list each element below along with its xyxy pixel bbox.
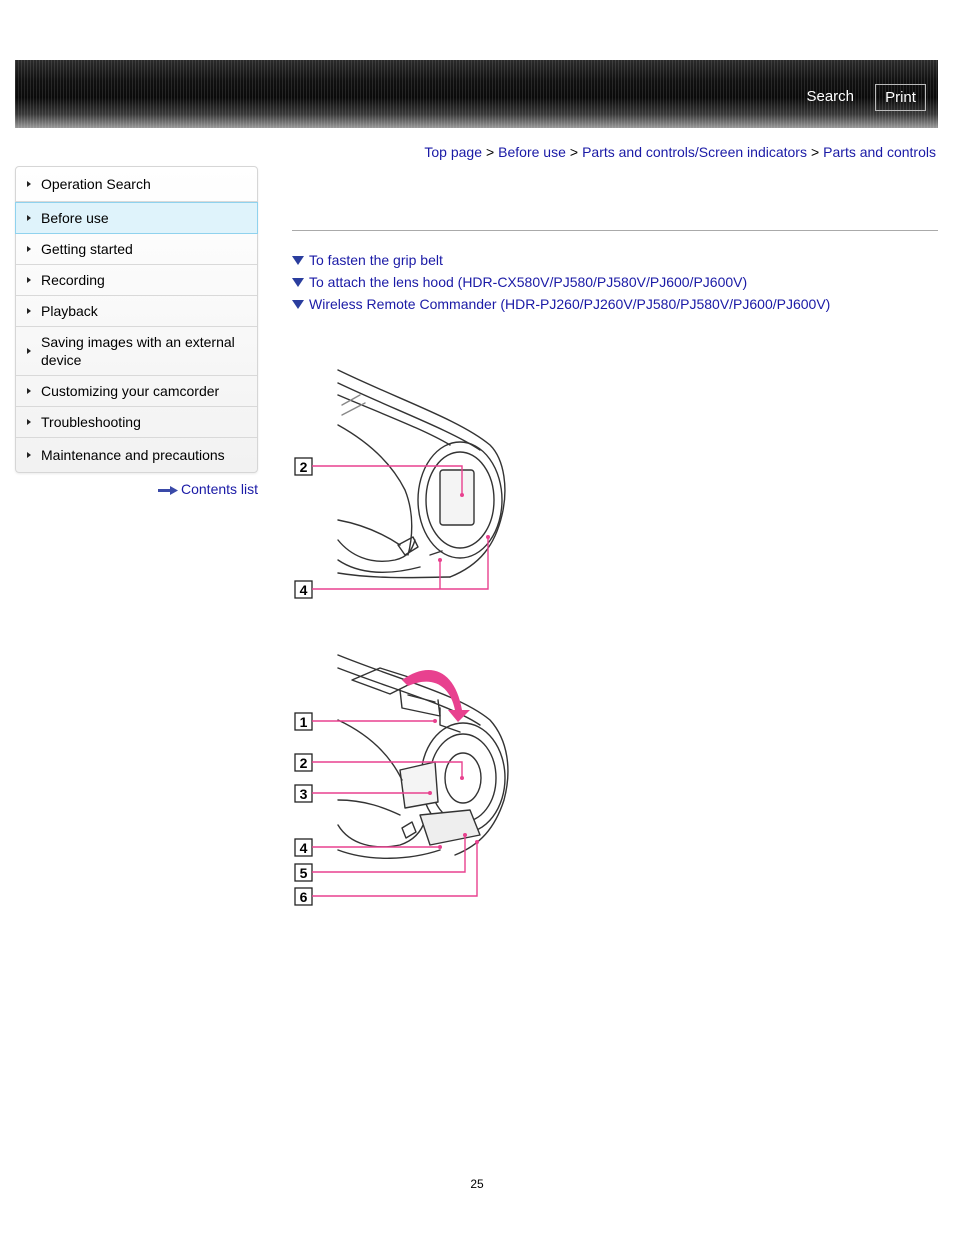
anchor-label: Wireless Remote Commander (HDR-PJ260/PJ260V/PJ580/PJ580V/PJ600/PJ600V) xyxy=(309,296,831,312)
breadcrumb-separator: > xyxy=(810,144,820,160)
sidebar-item-saving-images[interactable] xyxy=(16,327,257,376)
caret-right-icon xyxy=(27,215,31,221)
caret-right-icon xyxy=(27,181,31,187)
anchor-remote-commander[interactable] xyxy=(292,296,830,318)
callout-label-2: 2 xyxy=(299,755,308,771)
sidebar-item-label: Recording xyxy=(41,272,105,288)
caret-right-icon xyxy=(27,419,31,425)
sidebar-item-troubleshooting[interactable] xyxy=(16,407,257,438)
contents-list-label: Contents list xyxy=(181,481,259,497)
anchor-grip-belt[interactable] xyxy=(292,252,830,274)
print-button[interactable]: Print xyxy=(875,84,926,111)
breadcrumb xyxy=(424,144,936,160)
callout-label-4: 4 xyxy=(299,582,308,598)
callout-label-6: 6 xyxy=(299,889,308,905)
breadcrumb-parts-and-controls[interactable]: Parts and controls xyxy=(823,144,936,160)
camcorder-front-illustration-1 xyxy=(290,365,520,605)
sidebar-item-label: Troubleshooting xyxy=(41,414,141,430)
header-bar xyxy=(15,60,938,128)
sidebar-item-before-use[interactable] xyxy=(15,202,258,234)
caret-right-icon xyxy=(27,348,31,354)
anchor-label: To fasten the grip belt xyxy=(309,252,443,268)
sidebar-item-label: Customizing your camcorder xyxy=(41,383,220,399)
caret-right-icon xyxy=(27,308,31,314)
sidebar-item-maintenance[interactable] xyxy=(16,438,257,472)
caret-right-icon xyxy=(27,246,31,252)
anchor-label: To attach the lens hood (HDR-CX580V/PJ580/PJ580V/PJ600/PJ600V) xyxy=(309,274,748,290)
callout-label-4: 4 xyxy=(299,840,308,856)
callout-label-1: 1 xyxy=(299,714,308,730)
breadcrumb-parts-screen-indicators[interactable]: Parts and controls/Screen indicators xyxy=(582,144,807,160)
camcorder-front-illustration-2 xyxy=(290,650,520,915)
triangle-down-icon xyxy=(292,256,304,265)
sidebar-item-recording[interactable] xyxy=(16,265,257,296)
callout-label-2: 2 xyxy=(299,459,308,475)
arrow-right-icon xyxy=(158,486,178,495)
sidebar-nav xyxy=(15,166,258,473)
triangle-down-icon xyxy=(292,278,304,287)
sidebar-item-label: Operation Search xyxy=(41,176,151,192)
anchor-lens-hood[interactable] xyxy=(292,274,830,296)
sidebar-item-label: Before use xyxy=(41,210,109,226)
sidebar-item-playback[interactable] xyxy=(16,296,257,327)
callout-lines xyxy=(312,721,477,896)
contents-list-link[interactable] xyxy=(158,481,258,497)
breadcrumb-top-page[interactable]: Top page xyxy=(424,144,482,160)
page-number: 25 xyxy=(470,1177,484,1191)
breadcrumb-before-use[interactable]: Before use xyxy=(498,144,566,160)
breadcrumb-separator: > xyxy=(569,144,579,160)
title-divider xyxy=(292,230,938,231)
callout-label-5: 5 xyxy=(299,865,308,881)
sidebar-item-operation-search[interactable] xyxy=(16,167,257,202)
sidebar-item-label: Getting started xyxy=(41,241,133,257)
caret-right-icon xyxy=(27,452,31,458)
caret-right-icon xyxy=(27,388,31,394)
sidebar-item-label: Maintenance and precautions xyxy=(41,447,225,463)
sidebar-item-label: Playback xyxy=(41,303,98,319)
triangle-down-icon xyxy=(292,300,304,309)
search-link[interactable]: Search xyxy=(806,88,854,105)
caret-right-icon xyxy=(27,277,31,283)
sidebar-item-customizing[interactable] xyxy=(16,376,257,407)
sidebar-item-label: Saving images with an external device xyxy=(41,334,235,368)
section-anchor-list xyxy=(292,252,830,318)
callout-label-3: 3 xyxy=(299,786,308,802)
breadcrumb-separator: > xyxy=(485,144,495,160)
sidebar-item-getting-started[interactable] xyxy=(16,234,257,265)
